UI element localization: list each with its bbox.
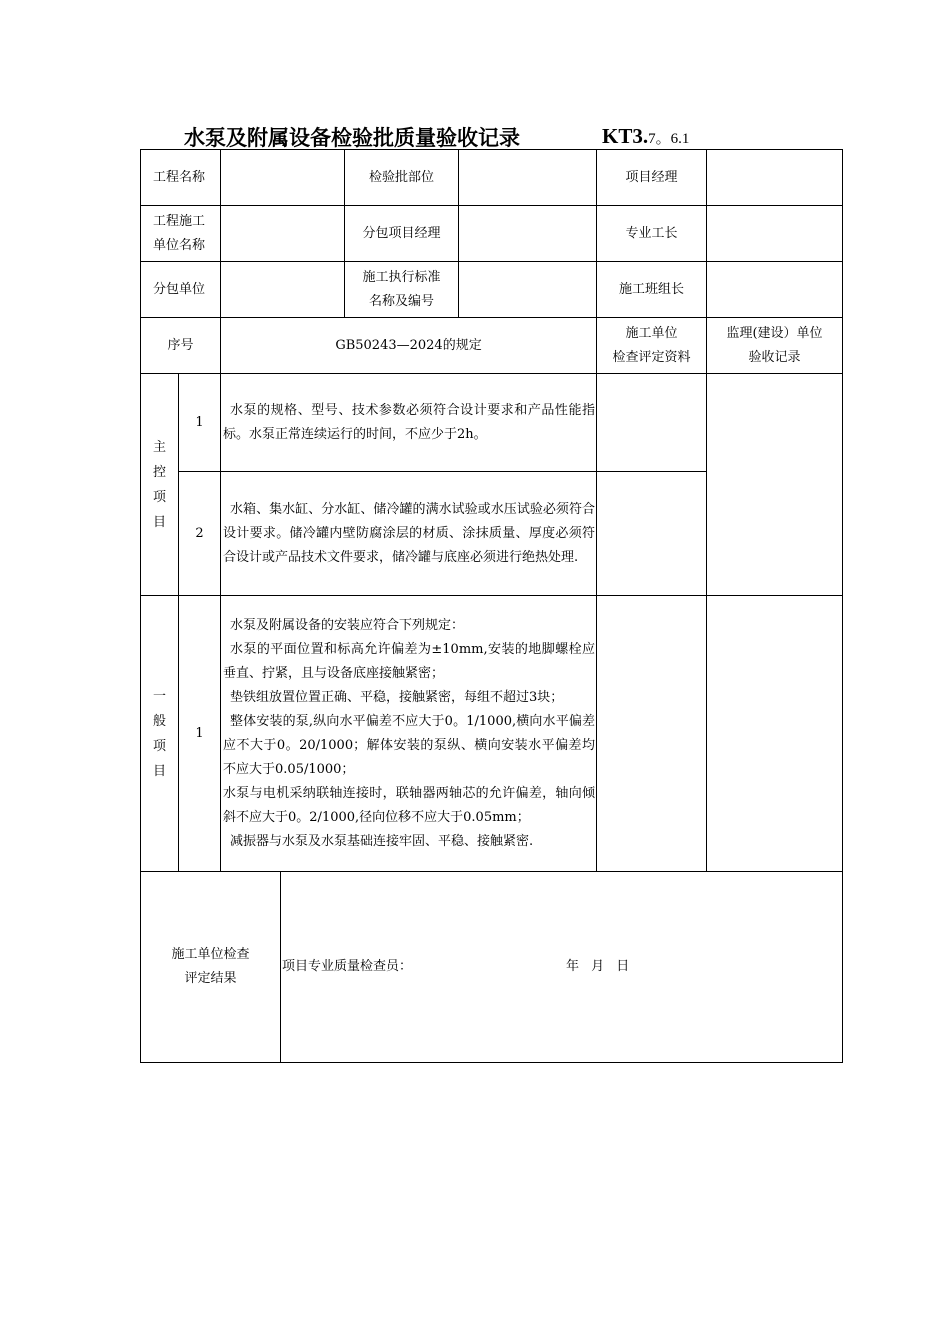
foreman-value[interactable] [707,206,843,262]
general-supervision-1[interactable] [707,596,843,872]
result-signature-line [281,955,842,979]
general-label [141,596,179,872]
general-char-3: 项 [152,738,166,754]
general-char-4: 目 [152,763,166,779]
header-row-subcontractor [141,262,843,318]
general-line-1: 水泵及附属设备的安装应符合下列规定： [230,617,465,633]
project-manager-label: 项目经理 [597,150,707,206]
date-label: 年 月 日 [566,959,630,974]
contractor-label-line1: 工程施工 [153,213,206,229]
form-code-sub: 7。6.1 [648,131,690,147]
supervision-header-line1: 监理(建设）单位 [726,325,823,341]
supervision-header-line2: 验收记录 [748,349,801,365]
seq-header: 序号 [141,318,221,374]
main-control-unit-check-2[interactable] [597,472,707,596]
unit-check-header-line1: 施工单位 [625,325,678,341]
general-char-1: 一 [152,688,166,704]
header-row-project [141,150,843,206]
main-control-text-2 [221,472,597,596]
general-line-3: 垫铁组放置位置正确、平稳，接触紧密，每组不超过3块； [230,689,564,705]
standard-label [345,262,459,318]
main-control-text-2-body: 水箱、集水缸、分水缸、储冷罐的满水试验或水压试验必须符合设计要求。储冷罐内壁防腐涂层的材质、涂抹质量、厚度必须符合设计或产品技术文件要求，储冷罐与底座必须进行绝热处理. [223,501,596,565]
standard-value[interactable] [459,262,597,318]
standard-label-line2: 名称及编号 [369,293,435,309]
result-label-line2: 评定结果 [184,971,237,986]
header-row-contractor [141,206,843,262]
main-control-no-1: 1 [179,374,221,472]
project-manager-value[interactable] [707,150,843,206]
general-row-1 [141,596,843,872]
sub-pm-value[interactable] [459,206,597,262]
contractor-value[interactable] [221,206,345,262]
main-control-label [141,374,179,596]
subcontractor-label: 分包单位 [141,262,221,318]
main-control-char-3: 项 [152,489,166,505]
main-control-unit-check-1[interactable] [597,374,707,472]
general-char-2: 般 [152,713,166,729]
standard-label-line1: 施工执行标准 [362,269,441,285]
team-leader-label: 施工班组长 [597,262,707,318]
unit-check-header [597,318,707,374]
result-label-line1: 施工单位检查 [171,947,250,962]
inspector-label: 项目专业质量检查员： [282,959,413,974]
inspection-record-table [140,149,843,1063]
contractor-label [141,206,221,262]
general-text-1 [221,596,597,872]
result-content[interactable] [281,872,843,1063]
main-control-supervision[interactable] [707,374,843,596]
main-control-text-1-body: 水泵的规格、型号、技术参数必须符合设计要求和产品性能指标。水泵正常连续运行的时间，不应少于2h。 [223,402,596,442]
column-header-row [141,318,843,374]
contractor-label-line2: 单位名称 [153,237,206,253]
general-line-5: 水泵与电机采纳联轴连接时，联轴器两轴芯的允许偏差，轴向倾斜不应大于0。2/1000,径向位移不应大于0.05mm； [223,785,596,825]
team-leader-value[interactable] [707,262,843,318]
main-control-char-2: 控 [152,464,166,480]
inspection-part-label: 检验批部位 [345,150,459,206]
foreman-label: 专业工长 [597,206,707,262]
form-title: 水泵及附属设备检验批质量验收记录 [184,126,520,150]
main-control-char-4: 目 [152,514,166,530]
sub-pm-label: 分包项目经理 [345,206,459,262]
general-no-1: 1 [179,596,221,872]
general-line-2: 水泵的平面位置和标高允许偏差为±10mm,安装的地脚螺栓应垂直、拧紧，且与设备底座接触紧密； [223,641,596,681]
subcontractor-value[interactable] [221,262,345,318]
supervision-header [707,318,843,374]
general-line-6: 减振器与水泵及水泵基础连接牢固、平稳、接触紧密. [230,833,534,849]
unit-check-header-line2: 检查评定资料 [612,349,691,365]
result-row [141,872,843,1063]
title-row [184,122,744,150]
form-code [602,124,689,149]
spec-header: GB50243—2024的规定 [221,318,597,374]
main-control-row-1 [141,374,843,472]
general-line-4: 整体安装的泵,纵向水平偏差不应大于0。1/1000,横向水平偏差应不大于0。20/1000；解体安装的泵纵、横向安装水平偏差均不应大于0.05/1000； [223,713,596,777]
main-control-char-1: 主 [152,439,166,455]
result-label [141,872,281,1063]
main-control-no-2: 2 [179,472,221,596]
general-unit-check-1[interactable] [597,596,707,872]
main-control-text-1 [221,374,597,472]
project-name-label: 工程名称 [141,150,221,206]
form-code-main: KT3. [602,124,649,148]
project-name-value[interactable] [221,150,345,206]
inspection-part-value[interactable] [459,150,597,206]
